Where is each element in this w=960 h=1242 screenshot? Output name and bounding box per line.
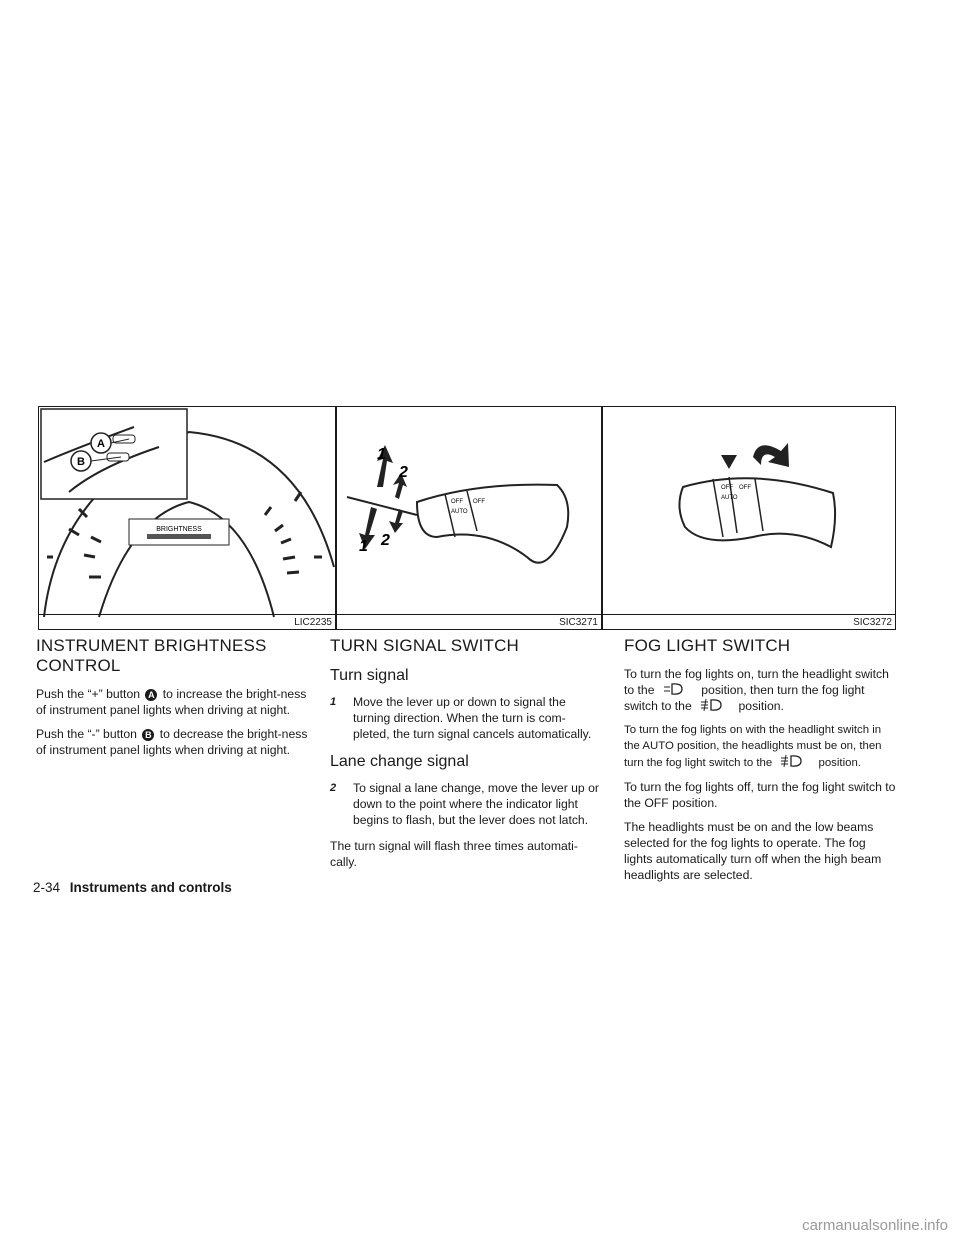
figure-caption-rule: [39, 614, 335, 615]
figure-caption-rule: [337, 614, 601, 615]
item-number: 2: [330, 782, 337, 794]
section-title-instrument-brightness: INSTRUMENT BRIGHTNESS CONTROL: [36, 636, 267, 675]
paragraph-flash: The turn signal will flash three times automati-cally.: [330, 839, 578, 869]
paragraph-decrease: [36, 726, 316, 758]
callout-b: B: [77, 456, 85, 468]
text-increase: to increase the bright-ness of instrument panel lights when driving at night.: [36, 687, 307, 717]
lever-text-off-1: OFF: [451, 499, 463, 505]
instrument-cluster-illustration: [39, 407, 336, 630]
text-fog-on-b: position, then turn the fog light switch to the: [624, 683, 865, 713]
figure-fog-light-switch: [602, 406, 896, 630]
text-fog-auto-b: position.: [818, 757, 861, 769]
badge-b: B: [142, 729, 154, 741]
text-fog-on-c: position.: [738, 699, 784, 713]
figure-caption-rule: [603, 614, 895, 615]
badge-a: A: [145, 689, 157, 701]
page-number: 2-34: [33, 880, 61, 895]
text-decrease: to decrease the bright-ness of instrument panel lights when driving at night.: [36, 727, 308, 757]
label-1-up: 1: [377, 446, 386, 463]
figure-code: LIC2235: [294, 617, 332, 628]
item-number: 1: [330, 696, 337, 708]
section-title-fog-light: FOG LIGHT SWITCH: [624, 636, 791, 655]
paragraph-fog-on: [624, 666, 896, 714]
turn-signal-lever-illustration: [337, 407, 602, 630]
callout-a: A: [97, 438, 105, 450]
list-item: [330, 694, 602, 742]
watermark: carmanualsonline.info: [802, 1217, 948, 1234]
item-text: To signal a lane change, move the lever up or down to the point where the indicator light begins to flash, but the lever does not latch.: [353, 781, 599, 827]
figure-code: SIC3271: [559, 617, 598, 628]
item-text: Move the lever up or down to signal the turning direction. When the turn is com-pleted, the turn signal cancels automatically.: [353, 695, 592, 741]
paragraph-fog-off: To turn the fog lights off, turn the fog light switch to the OFF position.: [624, 780, 896, 810]
figure-code: SIC3272: [853, 617, 892, 628]
fog-light-lever-illustration: [603, 407, 896, 630]
section-title-turn-signal: TURN SIGNAL SWITCH: [330, 636, 520, 655]
headlight-icon: [658, 682, 698, 696]
list-item: [330, 780, 602, 828]
paragraph-fog-note: The headlights must be on and the low beams selected for the fog lights to operate. The fog lights automatically turn off when the high beam headlights are selected.: [624, 820, 882, 882]
column-turn-signal: [330, 636, 602, 878]
label-1-down: 1: [359, 538, 368, 555]
lever-text-off-2: OFF: [739, 485, 751, 491]
fog-light-icon: [775, 754, 815, 768]
text-push-minus: Push the “-” button: [36, 727, 137, 741]
lever-text-off-2: OFF: [473, 499, 485, 505]
label-2-up: 2: [399, 464, 408, 481]
fog-light-icon: [695, 698, 735, 712]
text-fog-auto-a: To turn the fog lights on with the headlight switch in the AUTO position, the headlights must be on, then turn the fog light switch to the: [624, 724, 882, 769]
lever-text-off-1: OFF: [721, 485, 733, 491]
page-footer: [33, 880, 232, 895]
subheading-turn-signal: Turn signal: [330, 667, 409, 684]
lever-text-auto: AUTO: [721, 495, 738, 501]
paragraph-increase: [36, 686, 316, 718]
subheading-lane-change: Lane change signal: [330, 753, 469, 770]
label-2-down: 2: [381, 532, 390, 549]
figure-turn-signal-switch: [336, 406, 602, 630]
column-fog-light: [624, 636, 896, 891]
section-name: Instruments and controls: [69, 880, 232, 895]
text-fog-on-a: To turn the fog lights on, turn the headlight switch to the: [624, 667, 889, 697]
lever-text-auto: AUTO: [451, 509, 468, 515]
paragraph-fog-auto: [624, 722, 896, 771]
brightness-display-label: BRIGHTNESS: [156, 526, 202, 533]
text-push-plus: Push the “+” button: [36, 687, 140, 701]
column-instrument-brightness: [36, 636, 316, 766]
figure-instrument-brightness: [38, 406, 336, 630]
